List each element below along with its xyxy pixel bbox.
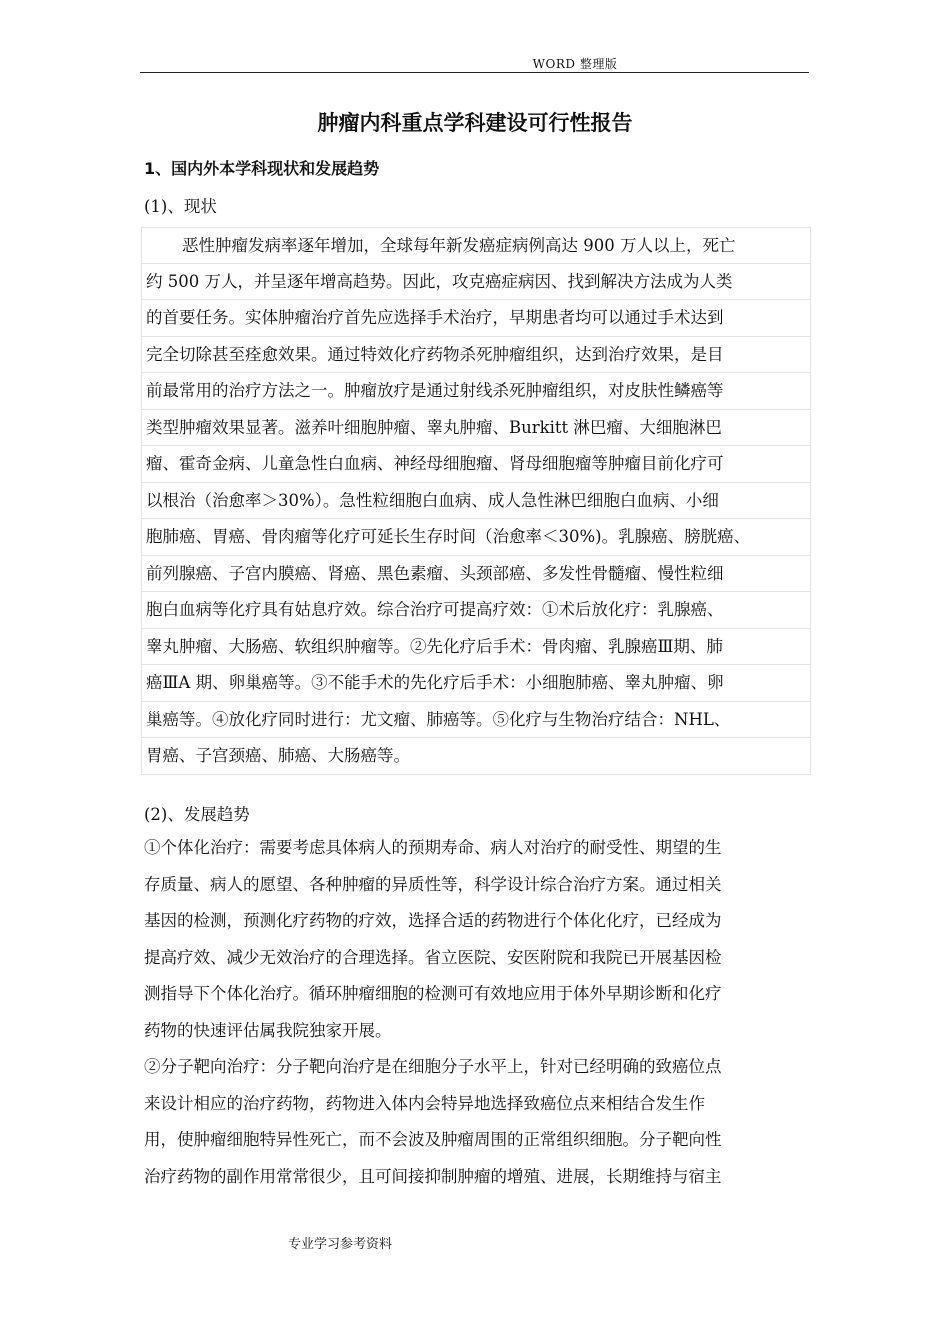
- text-line: 前列腺癌、子宫内膜癌、肾癌、黑色素瘤、头颈部癌、多发性骨髓瘤、慢性粒细: [141, 556, 811, 593]
- trend-subheading: (2)、发展趋势: [144, 805, 250, 824]
- text-line: 用，使肿瘤细胞特异性死亡，而不会波及肿瘤周围的正常组织细胞。分子靶向性: [144, 1130, 722, 1149]
- text-line: ②分子靶向治疗：分子靶向治疗是在细胞分子水平上，针对已经明确的致癌位点: [144, 1057, 722, 1076]
- text-line: 前最常用的治疗方法之一。肿瘤放疗是通过射线杀死肿瘤组织，对皮肤性鳞癌等: [141, 373, 811, 410]
- status-paragraph: [141, 227, 811, 775]
- text-line: 来设计相应的治疗药物，药物进入体内会特异地选择致癌位点来相结合发生作: [144, 1093, 705, 1113]
- page-footer: 专业学习参考资料: [288, 1237, 393, 1252]
- trend-paragraph: [144, 830, 814, 1195]
- text-line: 测指导下个体化治疗。循环肿瘤细胞的检测可有效地应用于体外早期诊断和化疗: [144, 984, 722, 1003]
- text-line: 以根治（治愈率＞30%）。急性粒细胞白血病、成人急性淋巴细胞白血病、小细: [141, 483, 811, 520]
- text-line: 癌ⅢA 期、卵巢癌等。③不能手术的先化疗后手术：小细胞肺癌、睾丸肿瘤、卵: [141, 665, 811, 702]
- text-line: 睾丸肿瘤、大肠癌、软组织肿瘤等。②先化疗后手术：骨肉瘤、乳腺癌Ⅲ期、肺: [141, 629, 811, 666]
- text-line: ①个体化治疗：需要考虑具体病人的预期寿命、病人对治疗的耐受性、期望的生: [144, 838, 722, 857]
- text-line: 的首要任务。实体肿瘤治疗首先应选择手术治疗，早期患者均可以通过手术达到: [141, 300, 811, 337]
- page-header: WORD 整理版: [532, 57, 618, 71]
- text-line: 药物的快速评估属我院独家开展。: [144, 1020, 392, 1040]
- text-line: 基因的检测，预测化疗药物的疗效，选择合适的药物进行个体化化疗，已经成为: [144, 911, 722, 930]
- header-divider: [140, 72, 809, 73]
- text-line: 治疗药物的副作用常常很少，且可间接抑制肿瘤的增殖、进展，长期维持与宿主: [144, 1166, 722, 1186]
- text-line: 胃癌、子宫颈癌、肺癌、大肠癌等。: [141, 738, 811, 775]
- text-line: 存质量、病人的愿望、各种肿瘤的异质性等，科学设计综合治疗方案。通过相关: [144, 874, 722, 894]
- document-title: 肿瘤内科重点学科建设可行性报告: [317, 111, 633, 135]
- text-line: 类型肿瘤效果显著。滋养叶细胞肿瘤、睾丸肿瘤、Burkitt 淋巴瘤、大细胞淋巴: [141, 410, 811, 447]
- text-line: 瘤、霍奇金病、儿童急性白血病、神经母细胞瘤、肾母细胞瘤等肿瘤目前化疗可: [141, 446, 811, 483]
- text-line: 提高疗效、减少无效治疗的合理选择。省立医院、安医附院和我院已开展基因检: [144, 947, 722, 967]
- text-line: 完全切除甚至痊愈效果。通过特效化疗药物杀死肿瘤组织，达到治疗效果，是目: [141, 337, 811, 374]
- text-line: 胞肺癌、胃癌、骨肉瘤等化疗可延长生存时间（治愈率＜30%)。乳腺癌、膀胱癌、: [141, 519, 811, 556]
- status-subheading: (1)、现状: [144, 197, 217, 216]
- text-line: 胞白血病等化疗具有姑息疗效。综合治疗可提高疗效：①术后放化疗：乳腺癌、: [141, 592, 811, 629]
- text-line: 巢癌等。④放化疗同时进行：尤文瘤、肺癌等。⑤化疗与生物治疗结合：NHL、: [141, 702, 811, 739]
- section-heading: 1、国内外本学科现状和发展趋势: [144, 159, 380, 178]
- text-line: 恶性肿瘤发病率逐年增加，全球每年新发癌症病例高达 900 万人以上，死亡: [141, 227, 811, 264]
- text-line: 约 500 万人，并呈逐年增高趋势。因此，攻克癌症病因、找到解决方法成为人类: [141, 264, 811, 301]
